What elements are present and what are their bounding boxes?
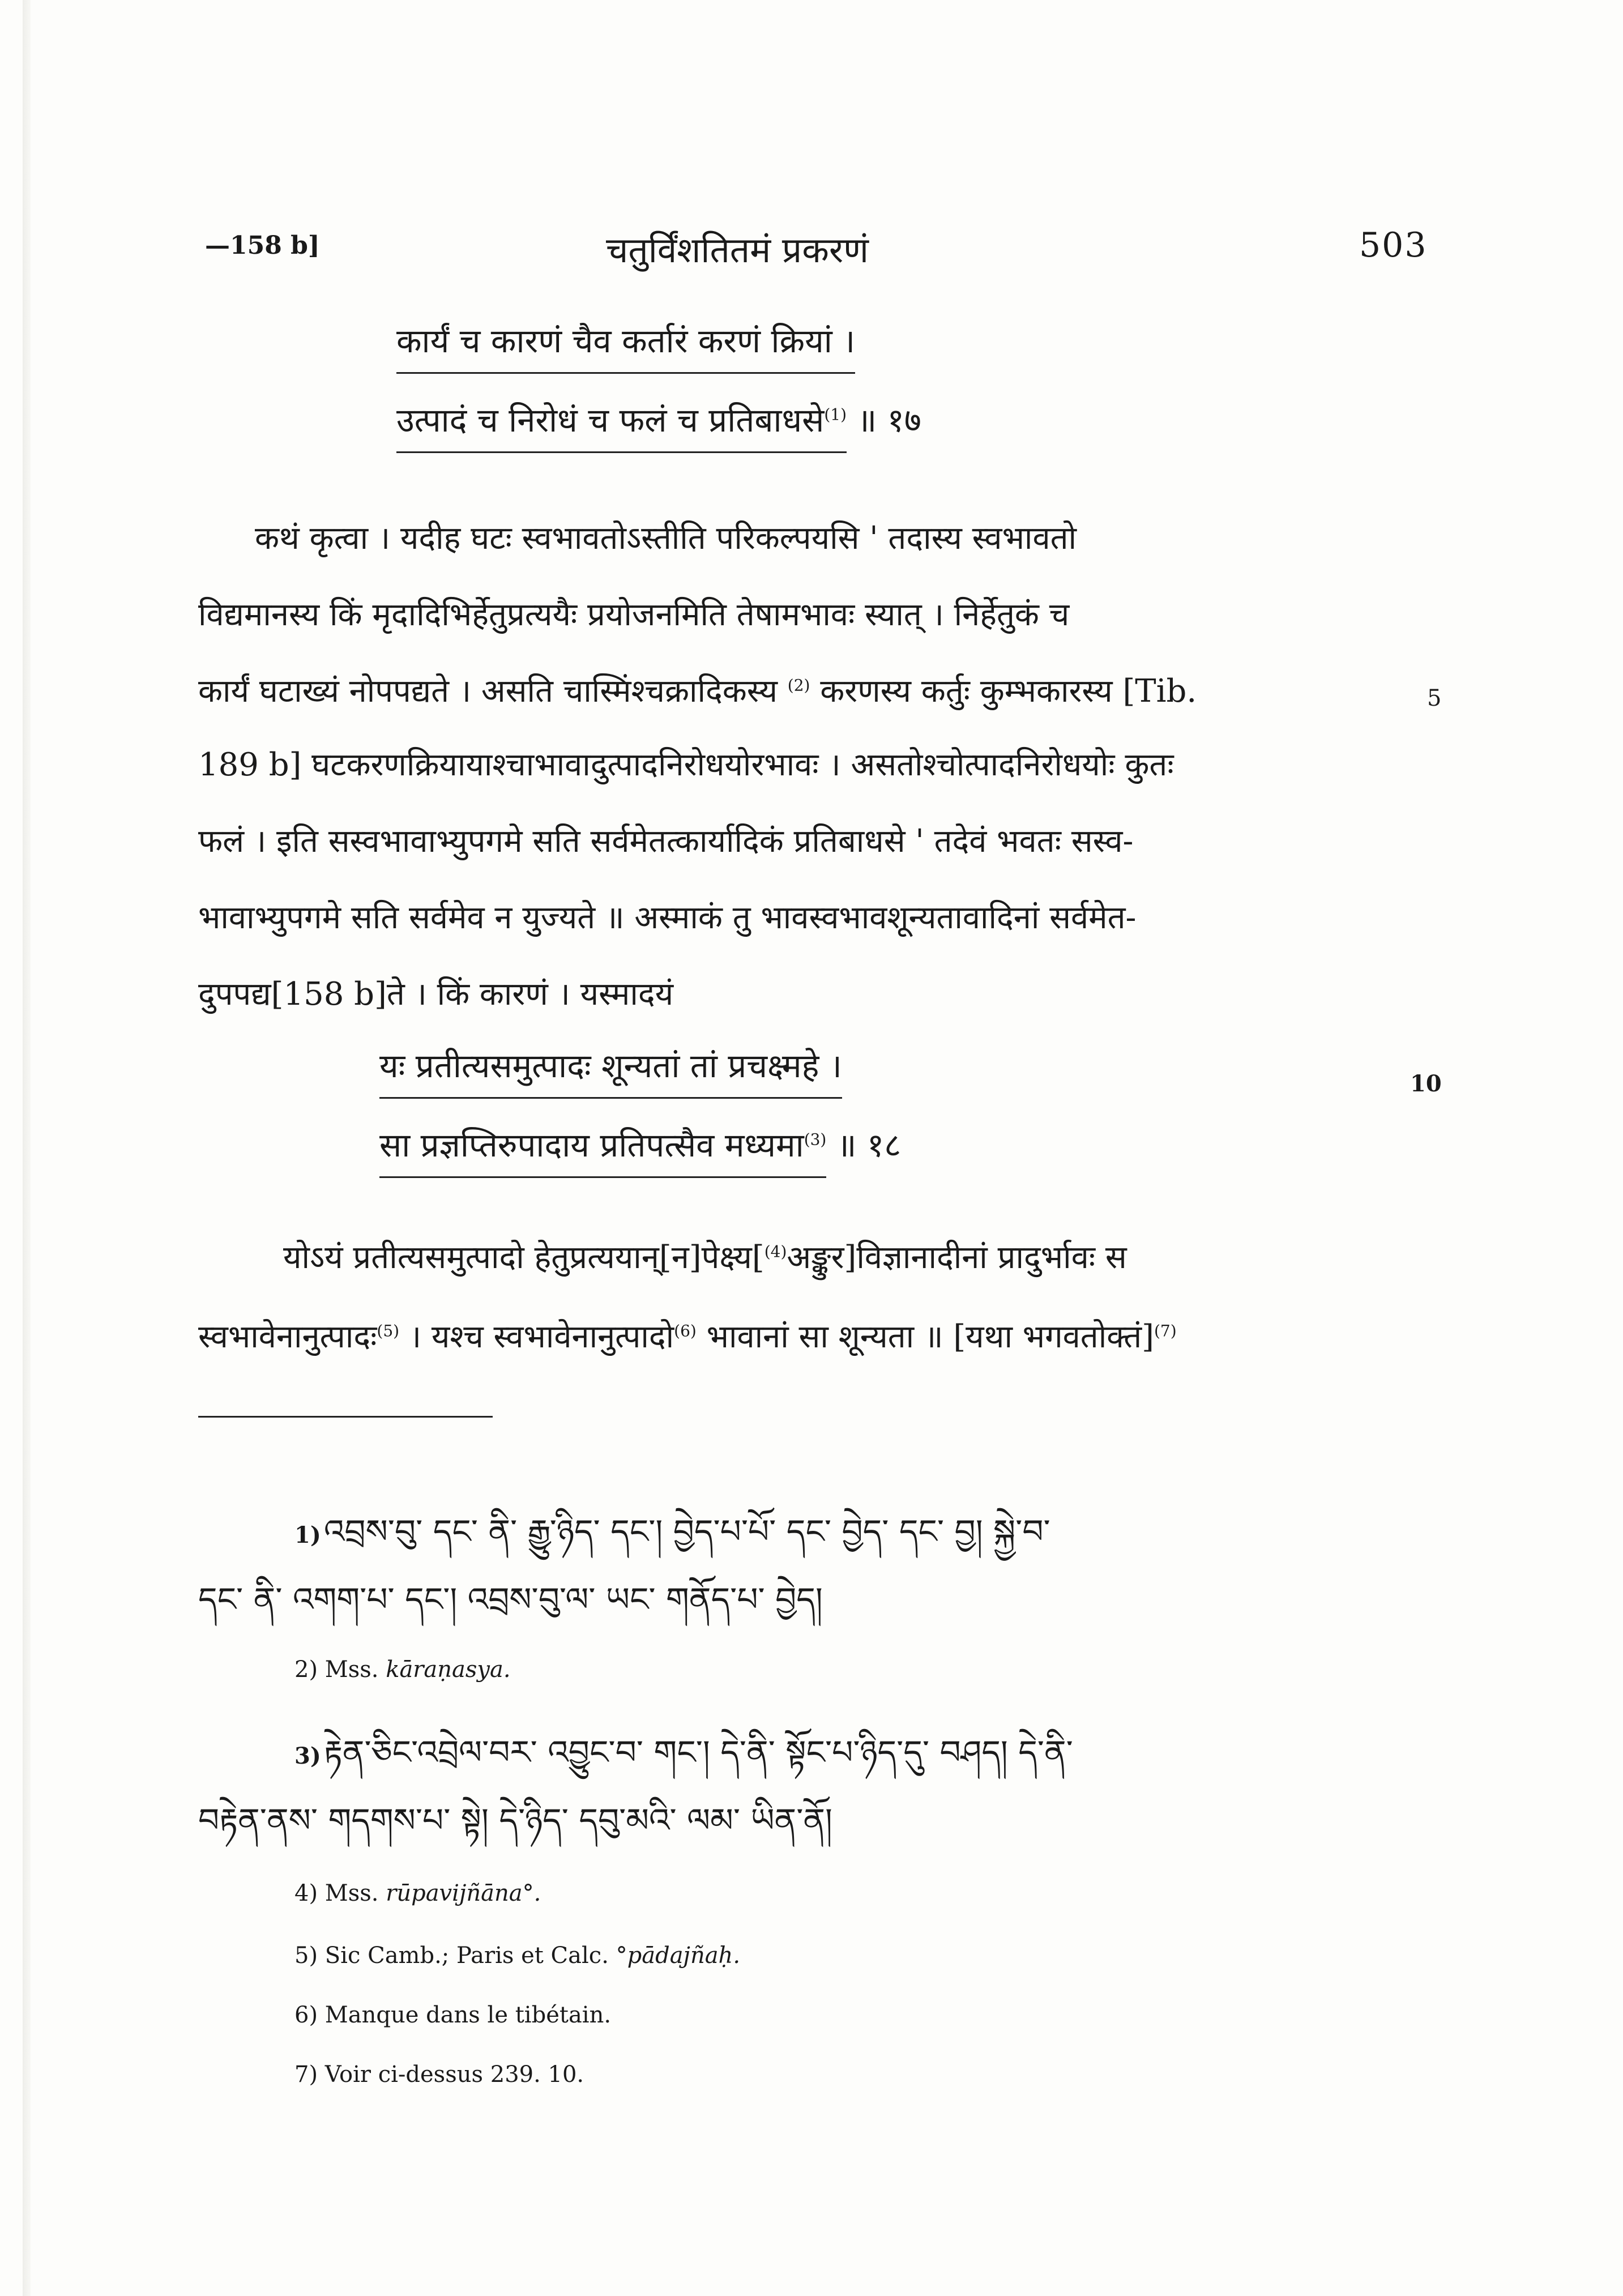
margin-line-number-5: 5 [1427, 685, 1442, 711]
prose-1-line-3 [198, 668, 1197, 711]
footnote-5-text: 5) Sic Camb.; Paris et Calc. ° [294, 1943, 627, 1969]
footnote-7: 7) Voir ci-dessus 239. 10. [294, 2062, 584, 2088]
prose-2-line-2c: भावानां सा शून्यता ॥ [यथा भगवतोक्तं] [706, 1318, 1154, 1355]
footnote-1-tibetan-1: འབྲས་བུ་ དང་ ནི་ རྒྱུ་ཉིད་ དང་། བྱེད་པ་པོ་ དང་ བྱེད་ དང་ བྱ། སྐྱེ་བ་ [323, 1512, 1050, 1551]
footnote-3-tibetan-1: རྟེན་ཅིང་འབྲེལ་བར་ འབྱུང་བ་ གང་། དེ་ནི་ སྟོང་པ་ཉིད་དུ་ བཤད། དེ་ནི་ [323, 1733, 1073, 1772]
footnote-separator [198, 1416, 493, 1418]
prose-2-line-1 [283, 1235, 1127, 1278]
verse-18-line-2 [379, 1121, 901, 1178]
verse-17-line-2-underlined [396, 396, 847, 453]
prose-2-line-2 [198, 1314, 1177, 1357]
verse-18-line-1 [379, 1042, 842, 1099]
footnote-2-text: 2) Mss. [294, 1657, 379, 1683]
prose-1-line-2: विद्यमानस्य किं मृदादिभिर्हेतुप्रत्ययैः प्रयोजनमिति तेषामभावः स्यात् । निर्हेतुकं च [198, 596, 1070, 633]
footnote-ref-2[interactable]: (2) [787, 676, 810, 695]
footnote-3-line-2: བརྟེན་ནས་ གདགས་པ་ སྟེ། དེ་ཉིད་ དབུ་མའི་ ལམ་ ཡིན་ནོ། [198, 1801, 832, 1840]
footnote-4-text: 4) Mss. [294, 1880, 379, 1906]
footnote-6: 6) Manque dans le tibétain. [294, 2002, 612, 2028]
verse-18-line-1-text: यः प्रतीत्यसमुत्पादः शून्यतां तां प्रचक्ष्महे । [379, 1047, 842, 1085]
footnote-2 [294, 1657, 511, 1683]
footnote-3-number: 3) [294, 1743, 321, 1769]
verse-17-line-2-text: उत्पादं च निरोधं च फलं च प्रतिबाधसे [396, 401, 825, 439]
footnote-ref-3[interactable]: (3) [804, 1130, 827, 1149]
footnote-ref-5[interactable]: (5) [377, 1321, 400, 1341]
footnote-ref-1[interactable]: (1) [824, 405, 847, 424]
prose-1-line-5: फलं । इति सस्वभावाभ्युपगमे सति सर्वमेतत्कार्यादिकं प्रतिबाधसे ' तदेवं भवतः सस्व- [198, 823, 1134, 860]
prose-1-line-1: कथं कृत्वा । यदीह घटः स्वभावतोऽस्तीति परिकल्पयसि ' तदास्य स्वभावतो [255, 520, 1077, 557]
footnote-ref-6[interactable]: (6) [674, 1321, 697, 1341]
footnote-5-italic: pādajñaḥ. [627, 1943, 741, 1969]
prose-2-line-2a: स्वभावेनानुत्पादः [198, 1318, 377, 1355]
verse-17-number: ॥ १७ [857, 401, 921, 439]
prose-1-line-3b: करणस्य कर्तुः कुम्भकारस्य [Tib. [820, 673, 1197, 710]
prose-2-line-1a: योऽयं प्रतीत्यसमुत्पादो हेतुप्रत्ययान्[न]पेक्ष्य[ [283, 1239, 764, 1276]
prose-1-line-3a: कार्यं घटाख्यं नोपपद्यते । असति चास्मिंश्चक्रादिकस्य [198, 673, 778, 710]
prose-2-line-2b: । यश्च स्वभावेनानुत्पादो [409, 1318, 674, 1355]
running-head-left: —158 b] [205, 231, 320, 260]
prose-2-line-1b: अङ्कुर]विज्ञानादीनां प्रादुर्भावः स [787, 1239, 1127, 1276]
verse-17-line-1-text: कार्यं च कारणं चैव कर्तारं करणं क्रियां । [396, 322, 856, 360]
verse-17-line-2 [396, 396, 921, 453]
footnote-1-number: 1) [294, 1522, 321, 1548]
prose-1-line-6: भावाभ्युपगमे सति सर्वमेव न युज्यते ॥ अस्माकं तु भावस्वभावशून्यतावादिनां सर्वमेत- [198, 899, 1137, 936]
page-number: 503 [1359, 225, 1428, 265]
verse-18-line-2-text: सा प्रज्ञप्तिरुपादाय प्रतिपत्सैव मध्यमा [379, 1126, 804, 1164]
footnote-5 [294, 1943, 740, 1969]
footnote-1-line-2: དང་ ནི་ འགག་པ་ དང་། འབྲས་བུ་ལ་ ཡང་ གནོད་པ་ བྱེད། [198, 1580, 823, 1619]
margin-line-number-10: 10 [1410, 1070, 1442, 1097]
running-head-title: चतुर्विंशतितमं प्रकरणं [606, 229, 869, 271]
footnote-4 [294, 1880, 541, 1906]
footnote-2-italic: kāraṇasya. [386, 1657, 511, 1683]
footnote-ref-4[interactable]: (4) [764, 1242, 787, 1261]
verse-17-line-1 [396, 317, 855, 374]
prose-1-line-7: दुपपद्य[158 b]ते । किं कारणं । यस्मादयं [198, 976, 674, 1013]
verse-18-line-2-underlined [379, 1121, 826, 1178]
footnote-ref-7[interactable]: (7) [1154, 1321, 1177, 1341]
page-gutter [23, 0, 31, 2296]
footnote-4-italic: rūpavijñāna°. [386, 1880, 541, 1906]
verse-18-number: ॥ १८ [836, 1126, 902, 1164]
prose-1-line-4: 189 b] घटकरणक्रियायाश्चाभावादुत्पादनिरोधयोरभावः । असतोश्चोत्पादनिरोधयोः कुतः [198, 746, 1174, 783]
